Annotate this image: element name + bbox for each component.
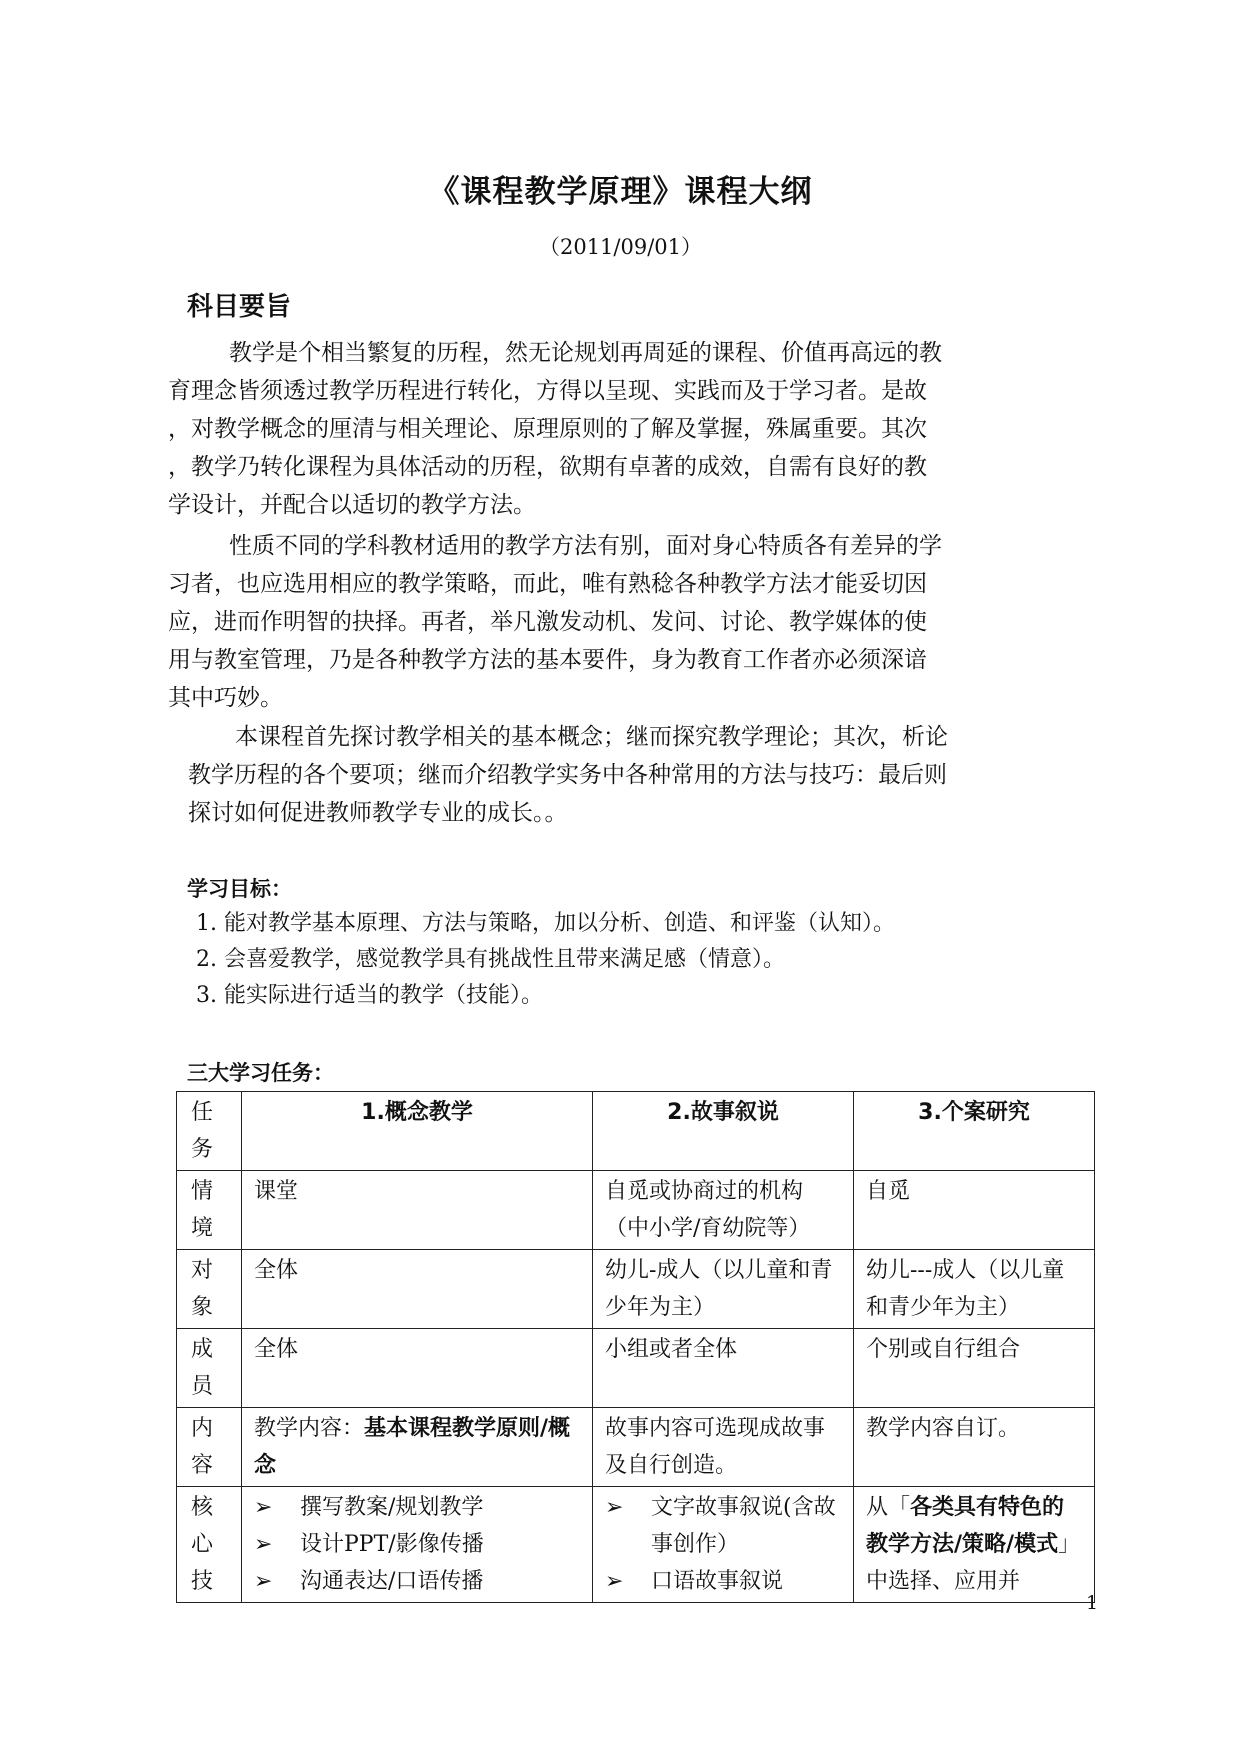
paragraph-line: 探讨如何促进教师教学专业的成长。。 (188, 800, 568, 826)
objectives-heading: 学习目标： (187, 877, 292, 901)
paragraph-line: ，对教学概念的厘清与相关理论、原理原则的了解及掌握，殊属重要。其次 (168, 416, 927, 442)
row-label: 情境 (177, 1171, 242, 1250)
tasks-heading: 三大学习任务： (187, 1061, 334, 1085)
objective-item: 2. 会喜爱教学，感觉教学具有挑战性且带来满足感（情意）。 (196, 947, 785, 972)
column-header: 1.概念教学 (242, 1092, 593, 1171)
table-row (177, 1487, 1095, 1603)
row-label: 核心技 (177, 1487, 242, 1603)
paragraph-line: 习者，也应选用相应的教学策略，而此，唯有熟稔各种教学方法才能妥切因 (168, 571, 927, 597)
paragraph-line: 本课程首先探讨教学相关的基本概念；继而探究教学理论；其次，析论 (235, 724, 948, 750)
table-cell: 幼儿---成人（以儿童和青少年为主） (854, 1250, 1095, 1329)
paragraph-line: 用与教室管理，乃是各种教学方法的基本要件，身为教育工作者亦必须深谙 (168, 647, 927, 673)
list-item: ➢ 文字故事叙说(含故事创作） (605, 1489, 841, 1563)
row-label: 内容 (177, 1408, 242, 1487)
paragraph-1 (168, 337, 942, 521)
bullet-arrow-icon: ➢ (605, 1569, 624, 1594)
content-bold: 基本课程教学原则/概念 (254, 1416, 571, 1478)
table-row (177, 1171, 1095, 1250)
paragraph-3 (188, 721, 948, 829)
bullet-arrow-icon: ➢ (254, 1569, 273, 1594)
section-heading: 科目要旨 (187, 292, 292, 322)
table-cell: 自觅或协商过的机构（中小学/育幼院等） (593, 1171, 854, 1250)
page-number: 1 (1086, 1592, 1099, 1614)
objectives-list (196, 906, 895, 1014)
table-cell: 故事内容可选现成故事及自行创造。 (593, 1408, 854, 1487)
list-item: ➢ 沟通表达/口语传播 (254, 1563, 580, 1600)
table-cell: 全体 (242, 1329, 593, 1408)
list-item: ➢ 设计PPT/影像传播 (254, 1526, 580, 1563)
list-item: ➢ 口语故事叙说 (605, 1563, 841, 1600)
column-header: 2.故事叙说 (593, 1092, 854, 1171)
table-cell: 个别或自行组合 (854, 1329, 1095, 1408)
paragraph-line: ，教学乃转化课程为具体活动的历程，欲期有卓著的成效，自需有良好的教 (168, 454, 927, 480)
table-cell (242, 1408, 593, 1487)
table-cell: 全体 (242, 1250, 593, 1329)
skill-bold: 各类具有特色的教学方法/策略/模式 (866, 1495, 1065, 1557)
table-cell (593, 1487, 854, 1603)
table-cell (242, 1487, 593, 1603)
table-row (177, 1408, 1095, 1487)
table-cell: 幼儿-成人（以儿童和青少年为主） (593, 1250, 854, 1329)
row-label: 任务 (177, 1092, 242, 1171)
row-label: 对象 (177, 1250, 242, 1329)
table-cell: 课堂 (242, 1171, 593, 1250)
page-title: 《课程教学原理》课程大纲 (428, 174, 813, 210)
paragraph-2 (168, 530, 942, 714)
paragraph-line: 应，进而作明智的抉择。再者，举凡激发动机、发问、讨论、教学媒体的使 (168, 609, 927, 635)
objective-item: 3. 能实际进行适当的教学（技能）。 (196, 983, 543, 1008)
document-date: （2011/09/01） (538, 235, 703, 259)
row-label: 成员 (177, 1329, 242, 1408)
tasks-table (176, 1091, 1095, 1603)
table-cell: 教学内容自订。 (854, 1408, 1095, 1487)
objective-item: 1. 能对教学基本原理、方法与策略，加以分析、创造、和评鉴（认知）。 (196, 911, 895, 936)
list-item: ➢ 撰写教案/规划教学 (254, 1489, 580, 1526)
table-row (177, 1092, 1095, 1171)
table-cell: 自觅 (854, 1171, 1095, 1250)
paragraph-line: 育理念皆须透过教学历程进行转化，方得以呈现、实践而及于学习者。是故 (168, 378, 927, 404)
bullet-arrow-icon: ➢ (254, 1532, 273, 1557)
content-prefix: 教学内容： (254, 1416, 365, 1441)
column-header: 3.个案研究 (854, 1092, 1095, 1171)
paragraph-line: 教学是个相当繁复的历程，然无论规划再周延的课程、价值再高远的教 (229, 340, 942, 366)
table-cell: 小组或者全体 (593, 1329, 854, 1408)
bullet-arrow-icon: ➢ (605, 1495, 624, 1520)
table-cell: 从「各类具有特色的教学方法/策略/模式」中选择、应用并 (854, 1487, 1095, 1603)
bullet-arrow-icon: ➢ (254, 1495, 273, 1520)
paragraph-line: 其中巧妙。 (168, 685, 283, 711)
table-row (177, 1329, 1095, 1408)
paragraph-line: 学设计，并配合以适切的教学方法。 (168, 492, 536, 518)
paragraph-line: 教学历程的各个要项；继而介绍教学实务中各种常用的方法与技巧：最后则 (188, 762, 947, 788)
table-row (177, 1250, 1095, 1329)
paragraph-line: 性质不同的学科教材适用的教学方法有别，面对身心特质各有差异的学 (229, 533, 942, 559)
